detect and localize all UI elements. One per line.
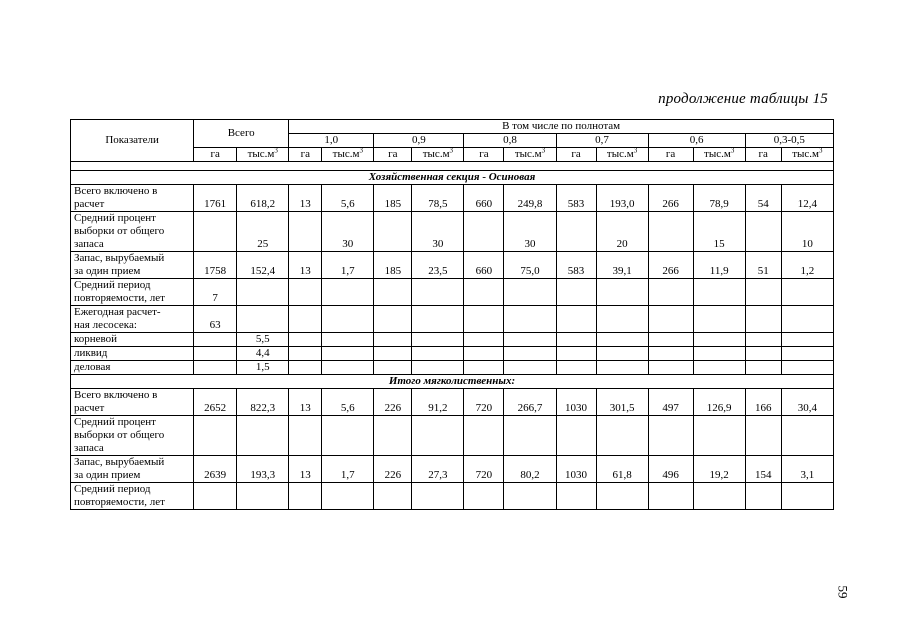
table-row [71,252,834,279]
value-cell [412,361,464,375]
value-cell [504,361,556,375]
value-cell: 1,7 [322,456,374,483]
unit-ha-header: га [194,148,237,162]
value-cell [289,416,322,456]
value-cell [322,279,374,306]
unit-ha-header: га [374,148,412,162]
value-cell [237,483,289,510]
value-cell [693,416,745,456]
row-label-line: Всего включено в [74,185,158,197]
value-cell: 25 [237,212,289,252]
value-cell [745,333,781,347]
value-cell: 30 [412,212,464,252]
value-cell: 266,7 [504,389,556,416]
header-indicator: Показатели [71,120,194,162]
table-row [71,279,834,306]
density-header: 0,8 [464,134,556,148]
row-label-line: Запас, вырубаемый [74,252,165,264]
value-cell [374,483,412,510]
value-cell: 78,9 [693,185,745,212]
value-cell [194,483,237,510]
value-cell: 80,2 [504,456,556,483]
value-cell [464,333,504,347]
section-row [71,375,834,389]
value-cell [194,416,237,456]
value-cell [596,361,648,375]
value-cell: 39,1 [596,252,648,279]
value-cell [322,347,374,361]
unit-ha-header: га [464,148,504,162]
unit-m3-superscript: 3 [541,147,546,155]
row-label [71,333,194,347]
value-cell [745,416,781,456]
spacer-row [71,162,834,171]
unit-m3-superscript: 3 [359,147,363,155]
value-cell: 1030 [556,389,596,416]
value-cell [781,347,833,361]
value-cell [596,416,648,456]
value-cell: 249,8 [504,185,556,212]
value-cell [648,361,693,375]
value-cell: 1030 [556,456,596,483]
section-row [71,171,834,185]
unit-m3-superscript: 3 [730,147,735,155]
value-cell: 266 [648,252,693,279]
density-header: 1,0 [289,134,374,148]
value-cell [374,416,412,456]
value-cell: 13 [289,185,322,212]
row-label [71,347,194,361]
header-row-1 [71,120,834,134]
value-cell [194,212,237,252]
row-label-line: корневой [74,333,118,345]
value-cell [648,416,693,456]
value-cell [322,306,374,333]
row-label [71,306,194,333]
value-cell: 583 [556,252,596,279]
value-cell [781,416,833,456]
value-cell: 30 [322,212,374,252]
table-caption: продолжение таблицы 15 [658,91,828,107]
value-cell [412,306,464,333]
value-cell [556,279,596,306]
value-cell: 660 [464,185,504,212]
value-cell: 10 [781,212,833,252]
value-cell [504,483,556,510]
unit-ha-header: га [556,148,596,162]
value-cell [556,212,596,252]
value-cell [781,483,833,510]
value-cell: 75,0 [504,252,556,279]
spacer-cell [71,162,834,171]
value-cell: 266 [648,185,693,212]
value-cell [781,279,833,306]
row-label-line: расчет [74,198,105,210]
value-cell [504,416,556,456]
row-label-line: Ежегодная расчет- [74,306,161,318]
value-cell [322,416,374,456]
value-cell: 4,4 [237,347,289,361]
value-cell [781,361,833,375]
value-cell: 496 [648,456,693,483]
value-cell [781,306,833,333]
table-row [71,306,834,333]
row-label-line: Средний период [74,279,151,291]
unit-m3-label: тыс.м [514,148,542,160]
unit-m3-header [596,148,648,162]
row-label-line: Запас, вырубаемый [74,456,165,468]
density-header: 0,3-0,5 [745,134,833,148]
unit-m3-superscript: 3 [633,147,638,155]
value-cell [596,279,648,306]
value-cell [504,279,556,306]
value-cell: 660 [464,252,504,279]
value-cell [464,483,504,510]
value-cell [648,212,693,252]
value-cell: 19,2 [693,456,745,483]
header-by-density: В том числе по полнотам [289,120,834,134]
density-header: 0,7 [556,134,648,148]
unit-m3-superscript: 3 [819,147,823,155]
value-cell [596,306,648,333]
value-cell [374,361,412,375]
value-cell: 61,8 [596,456,648,483]
row-label-line: Средний процент [74,212,156,224]
value-cell [648,333,693,347]
row-label-line: выборки от общего [74,429,165,441]
row-label-line: ная лесосека: [74,319,137,331]
row-label-line: за один прием [74,265,141,277]
value-cell: 11,9 [693,252,745,279]
value-cell: 193,0 [596,185,648,212]
value-cell [464,347,504,361]
row-label [71,212,194,252]
value-cell [693,333,745,347]
value-cell [464,212,504,252]
value-cell [693,483,745,510]
page-number: 59 [835,585,851,599]
value-cell: 5,5 [237,333,289,347]
value-cell [374,333,412,347]
value-cell [648,347,693,361]
value-cell: 13 [289,456,322,483]
unit-m3-label: тыс.м [704,148,731,160]
section-title: Итого мягколиственных: [71,375,834,389]
value-cell: 822,3 [237,389,289,416]
value-cell: 23,5 [412,252,464,279]
value-cell: 152,4 [237,252,289,279]
value-cell [374,212,412,252]
value-cell [464,416,504,456]
value-cell: 63 [194,306,237,333]
value-cell [504,306,556,333]
value-cell [322,333,374,347]
value-cell: 301,5 [596,389,648,416]
value-cell: 91,2 [412,389,464,416]
value-cell [464,279,504,306]
table-row [71,456,834,483]
value-cell: 166 [745,389,781,416]
value-cell [289,279,322,306]
forest-table [70,119,834,510]
row-label-line: повторяемости, лет [74,496,165,508]
value-cell: 15 [693,212,745,252]
value-cell: 78,5 [412,185,464,212]
row-label-line: запаса [74,238,104,250]
value-cell [745,347,781,361]
value-cell: 226 [374,389,412,416]
table-row [71,212,834,252]
value-cell: 497 [648,389,693,416]
value-cell [556,416,596,456]
value-cell [412,347,464,361]
row-label-line: выборки от общего [74,225,165,237]
value-cell [648,306,693,333]
row-label [71,185,194,212]
value-cell [194,361,237,375]
value-cell [412,483,464,510]
value-cell [237,279,289,306]
value-cell [504,333,556,347]
row-label [71,361,194,375]
value-cell [289,333,322,347]
unit-m3-label: тыс.м [422,148,450,160]
row-label-line: Средний процент [74,416,156,428]
value-cell: 1758 [194,252,237,279]
value-cell: 13 [289,252,322,279]
unit-m3-label: тыс.м [247,148,275,160]
unit-ha-header: га [745,148,781,162]
table-row [71,361,834,375]
unit-m3-header [412,148,464,162]
value-cell [781,333,833,347]
value-cell [745,483,781,510]
value-cell [412,333,464,347]
value-cell: 1,7 [322,252,374,279]
value-cell: 720 [464,389,504,416]
header-total: Всего [194,120,289,148]
value-cell [504,347,556,361]
value-cell: 5,6 [322,389,374,416]
value-cell [464,306,504,333]
value-cell [693,279,745,306]
value-cell [556,306,596,333]
unit-m3-header [781,148,833,162]
value-cell [237,306,289,333]
row-label-line: за один прием [74,469,141,481]
value-cell: 1761 [194,185,237,212]
row-label [71,389,194,416]
value-cell: 30,4 [781,389,833,416]
unit-ha-header: га [289,148,322,162]
value-cell: 13 [289,389,322,416]
value-cell [693,306,745,333]
value-cell: 126,9 [693,389,745,416]
value-cell [412,416,464,456]
section-title: Хозяйственная секция - Осиновая [71,171,834,185]
value-cell [322,483,374,510]
value-cell [648,483,693,510]
row-label-line: повторяемости, лет [74,292,165,304]
value-cell: 618,2 [237,185,289,212]
row-label-line: ликвид [74,347,108,359]
table-row [71,185,834,212]
value-cell [745,279,781,306]
row-label [71,483,194,510]
value-cell: 583 [556,185,596,212]
value-cell [194,347,237,361]
value-cell: 185 [374,252,412,279]
row-label-line: Всего включено в [74,389,158,401]
value-cell [412,279,464,306]
value-cell [289,212,322,252]
value-cell [745,361,781,375]
value-cell [374,279,412,306]
value-cell [556,347,596,361]
row-label [71,456,194,483]
value-cell: 3,1 [781,456,833,483]
value-cell: 12,4 [781,185,833,212]
unit-m3-label: тыс.м [792,148,819,160]
value-cell: 54 [745,185,781,212]
value-cell [374,347,412,361]
value-cell: 27,3 [412,456,464,483]
unit-m3-header [504,148,556,162]
value-cell [596,333,648,347]
row-label [71,279,194,306]
value-cell [289,347,322,361]
value-cell: 30 [504,212,556,252]
value-cell: 1,2 [781,252,833,279]
unit-m3-label: тыс.м [332,148,360,160]
row-label [71,416,194,456]
value-cell: 7 [194,279,237,306]
unit-m3-header [237,148,289,162]
unit-m3-superscript: 3 [274,147,278,155]
unit-m3-label: тыс.м [606,148,634,160]
unit-m3-superscript: 3 [449,147,454,155]
value-cell [745,306,781,333]
value-cell [289,483,322,510]
value-cell: 185 [374,185,412,212]
value-cell: 226 [374,456,412,483]
table-row [71,347,834,361]
density-header: 0,6 [648,134,745,148]
value-cell: 20 [596,212,648,252]
value-cell [289,306,322,333]
value-cell [596,483,648,510]
value-cell [289,361,322,375]
value-cell: 1,5 [237,361,289,375]
value-cell [648,279,693,306]
value-cell [693,361,745,375]
value-cell [194,333,237,347]
value-cell: 2652 [194,389,237,416]
density-header: 0,9 [374,134,464,148]
row-label-line: запаса [74,442,104,454]
table-row [71,389,834,416]
value-cell [556,333,596,347]
row-label [71,252,194,279]
value-cell [596,347,648,361]
value-cell: 5,6 [322,185,374,212]
value-cell [322,361,374,375]
value-cell: 2639 [194,456,237,483]
value-cell [693,347,745,361]
value-cell [464,361,504,375]
value-cell: 193,3 [237,456,289,483]
value-cell [237,416,289,456]
table-row [71,333,834,347]
value-cell [556,361,596,375]
table-row [71,483,834,510]
value-cell: 51 [745,252,781,279]
unit-m3-header [693,148,745,162]
value-cell: 154 [745,456,781,483]
row-label-line: деловая [74,361,111,373]
value-cell [556,483,596,510]
value-cell [374,306,412,333]
value-cell [745,212,781,252]
table-row [71,416,834,456]
unit-ha-header: га [648,148,693,162]
value-cell: 720 [464,456,504,483]
row-label-line: Средний период [74,483,151,495]
row-label-line: расчет [74,402,105,414]
unit-m3-header [322,148,374,162]
